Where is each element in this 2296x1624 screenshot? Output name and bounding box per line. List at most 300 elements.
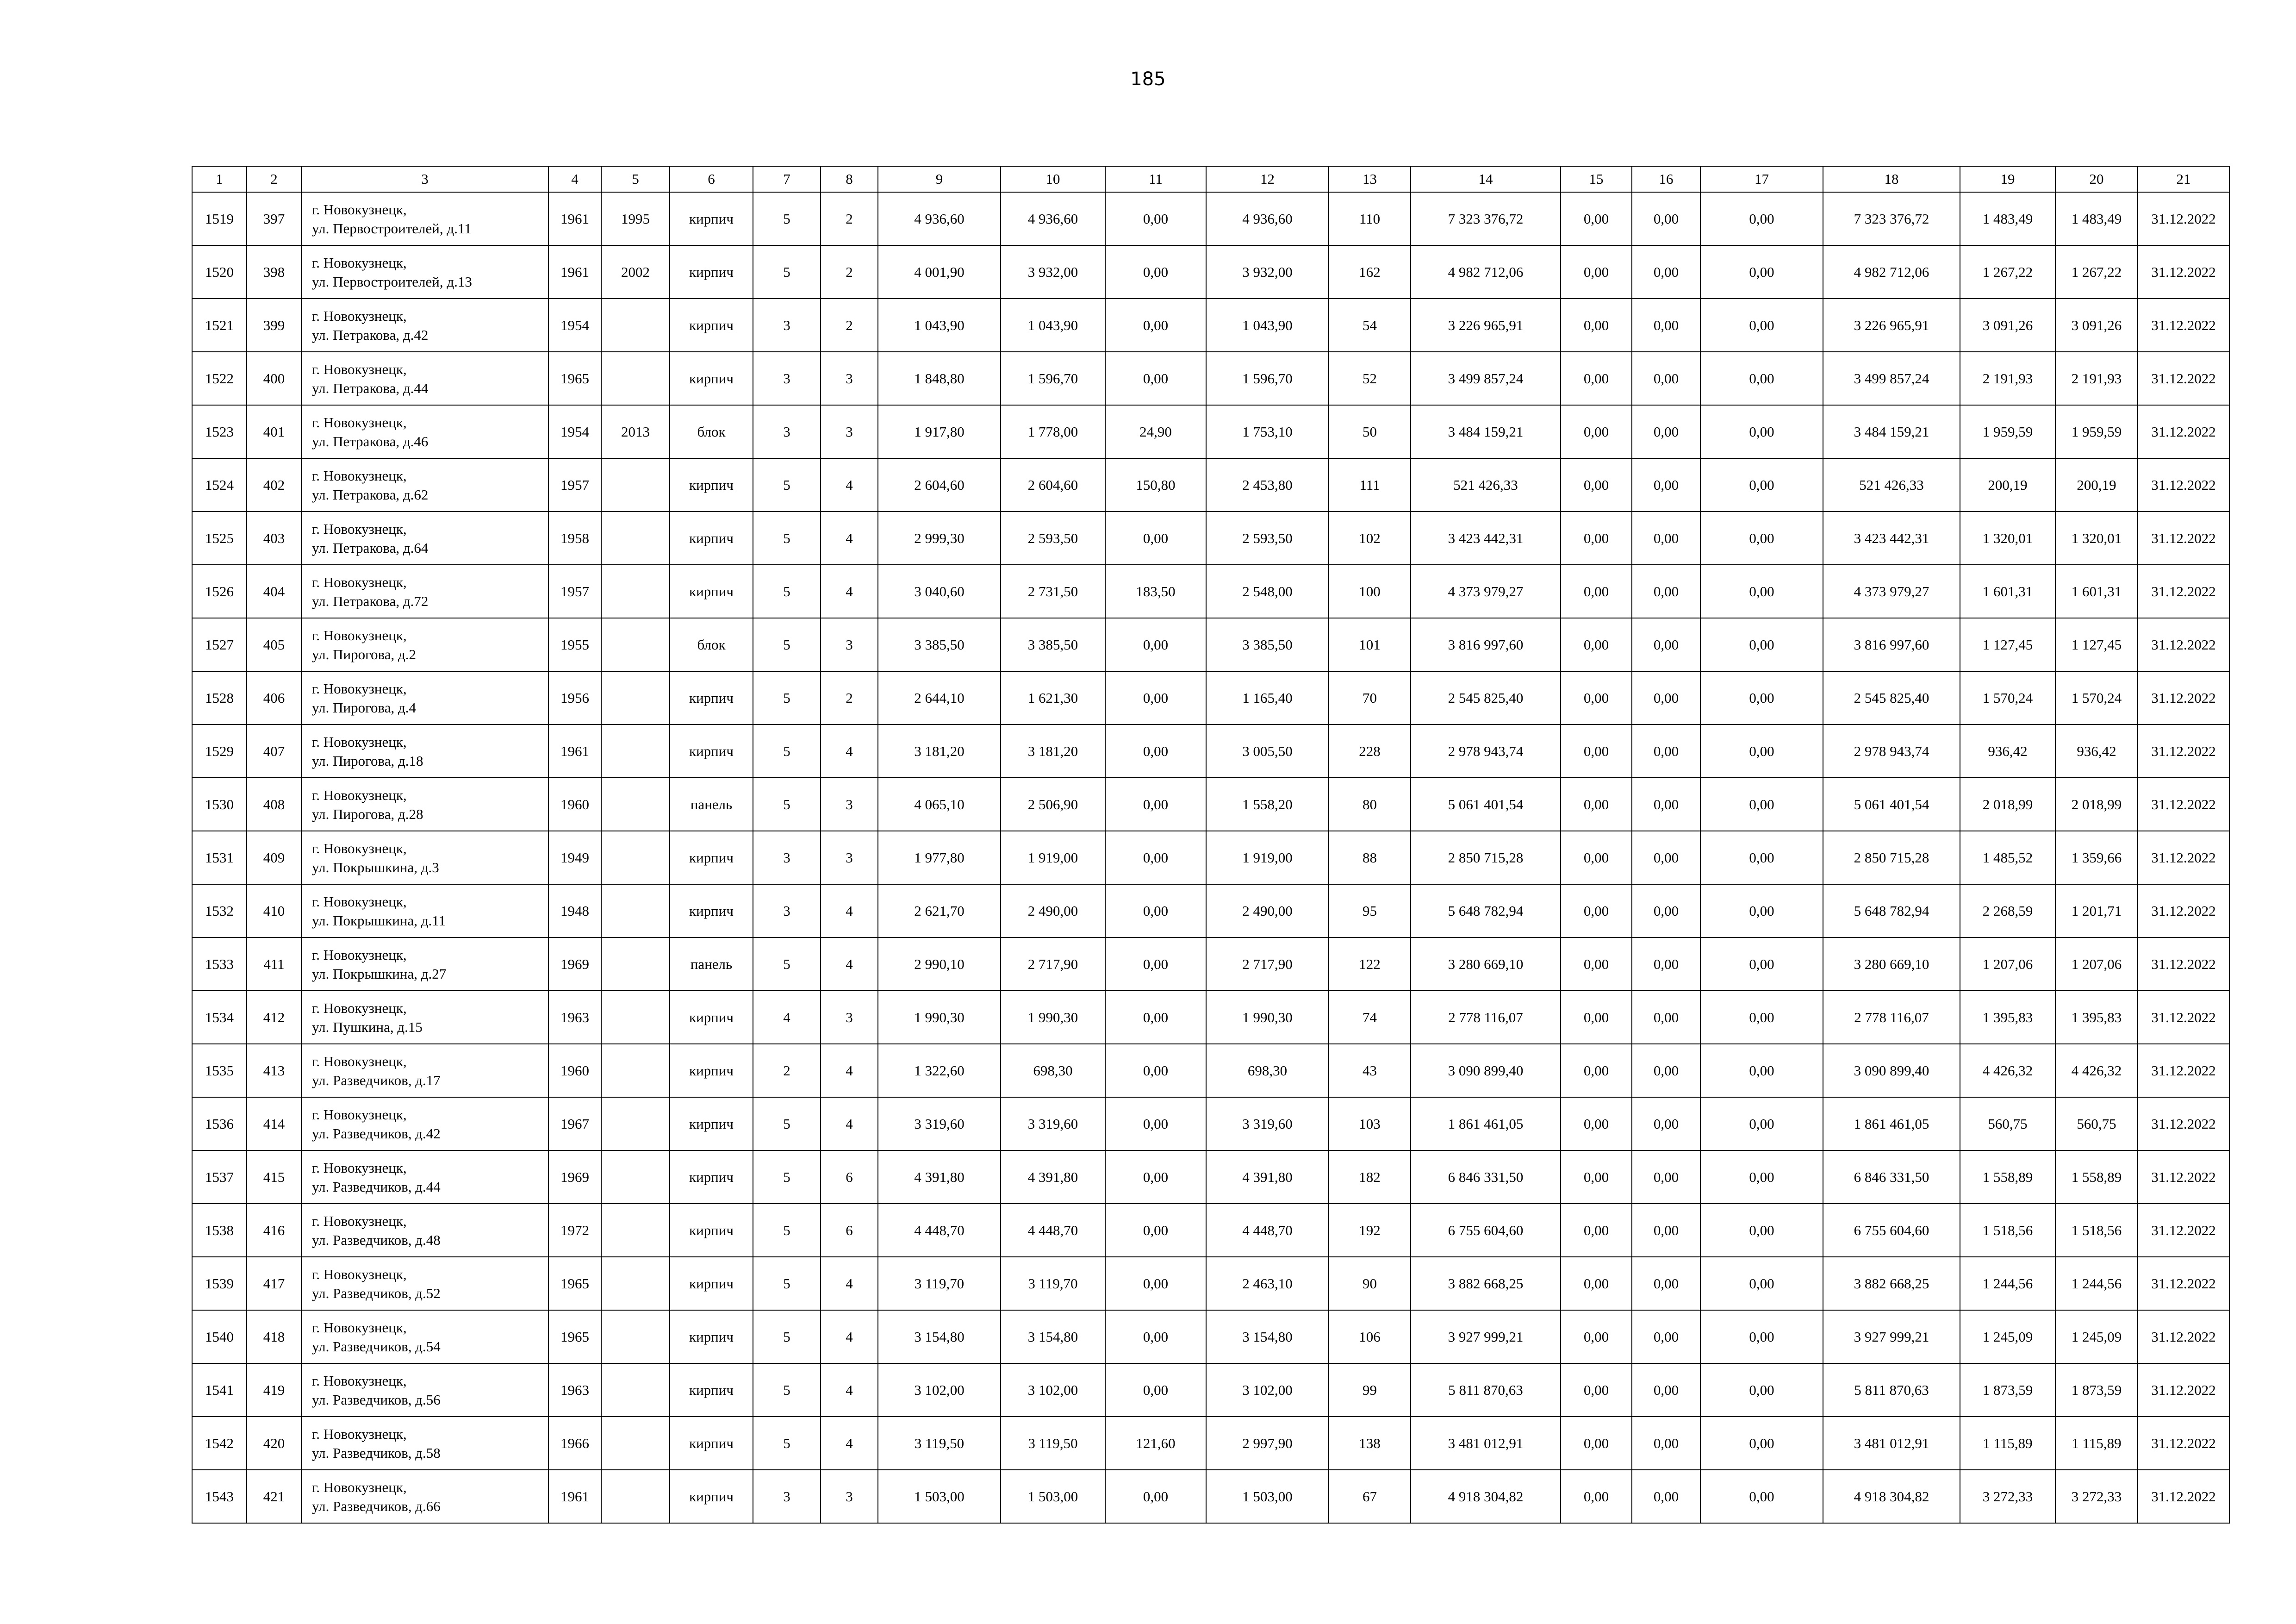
cell-col-19: 1 558,89 xyxy=(1960,1150,2055,1204)
address-cell xyxy=(301,831,548,884)
cell-col-21: 31.12.2022 xyxy=(2138,1204,2229,1257)
cell-col-5 xyxy=(601,512,670,565)
cell-col-1: 1520 xyxy=(192,245,247,299)
cell-col-20: 1 201,71 xyxy=(2055,884,2138,937)
cell-col-4: 1969 xyxy=(548,1150,601,1204)
address-street: ул. Разведчиков, д.17 xyxy=(312,1072,441,1088)
cell-col-18: 3 484 159,21 xyxy=(1823,405,1960,458)
address-cell xyxy=(301,991,548,1044)
cell-col-2: 421 xyxy=(247,1470,301,1523)
cell-col-8: 3 xyxy=(821,778,878,831)
cell-col-12: 2 717,90 xyxy=(1206,937,1329,991)
column-header-15: 15 xyxy=(1561,166,1632,192)
cell-col-10: 3 119,70 xyxy=(1001,1257,1105,1310)
cell-col-5 xyxy=(601,991,670,1044)
cell-col-18: 3 816 997,60 xyxy=(1823,618,1960,671)
cell-col-2: 409 xyxy=(247,831,301,884)
cell-col-9: 2 621,70 xyxy=(878,884,1001,937)
column-header-11: 11 xyxy=(1105,166,1206,192)
cell-col-4: 1961 xyxy=(548,192,601,245)
address-cell xyxy=(301,1097,548,1150)
cell-col-21: 31.12.2022 xyxy=(2138,937,2229,991)
cell-col-6: кирпич xyxy=(670,1363,753,1417)
cell-col-20: 1 395,83 xyxy=(2055,991,2138,1044)
cell-col-4: 1963 xyxy=(548,1363,601,1417)
cell-col-10: 1 990,30 xyxy=(1001,991,1105,1044)
cell-col-12: 3 932,00 xyxy=(1206,245,1329,299)
cell-col-18: 3 090 899,40 xyxy=(1823,1044,1960,1097)
cell-col-19: 1 518,56 xyxy=(1960,1204,2055,1257)
cell-col-21: 31.12.2022 xyxy=(2138,565,2229,618)
address-city: г. Новокузнецк, xyxy=(312,1212,407,1229)
cell-col-9: 4 936,60 xyxy=(878,192,1001,245)
cell-col-14: 3 484 159,21 xyxy=(1411,405,1561,458)
cell-col-5 xyxy=(601,299,670,352)
cell-col-11: 121,60 xyxy=(1105,1417,1206,1470)
address-street: ул. Первостроителей, д.11 xyxy=(312,220,472,237)
cell-col-17: 0,00 xyxy=(1700,1310,1823,1363)
address-cell xyxy=(301,1470,548,1523)
cell-col-5 xyxy=(601,1150,670,1204)
cell-col-17: 0,00 xyxy=(1700,1097,1823,1150)
cell-col-11: 0,00 xyxy=(1105,1470,1206,1523)
cell-col-20: 1 518,56 xyxy=(2055,1204,2138,1257)
cell-col-19: 1 601,31 xyxy=(1960,565,2055,618)
cell-col-4: 1963 xyxy=(548,991,601,1044)
cell-col-17: 0,00 xyxy=(1700,671,1823,725)
cell-col-2: 408 xyxy=(247,778,301,831)
table-row xyxy=(192,405,2229,458)
cell-col-4: 1954 xyxy=(548,405,601,458)
cell-col-14: 7 323 376,72 xyxy=(1411,192,1561,245)
address-street: ул. Разведчиков, д.58 xyxy=(312,1444,441,1461)
cell-col-7: 5 xyxy=(753,1363,821,1417)
cell-col-9: 3 385,50 xyxy=(878,618,1001,671)
cell-col-13: 52 xyxy=(1329,352,1411,405)
address-street: ул. Разведчиков, д.54 xyxy=(312,1338,441,1355)
address-city: г. Новокузнецк, xyxy=(312,361,407,377)
cell-col-5 xyxy=(601,1310,670,1363)
cell-col-6: кирпич xyxy=(670,1097,753,1150)
cell-col-6: кирпич xyxy=(670,565,753,618)
cell-col-13: 162 xyxy=(1329,245,1411,299)
cell-col-6: кирпич xyxy=(670,1310,753,1363)
cell-col-13: 88 xyxy=(1329,831,1411,884)
cell-col-14: 3 280 669,10 xyxy=(1411,937,1561,991)
cell-col-13: 95 xyxy=(1329,884,1411,937)
cell-col-20: 1 207,06 xyxy=(2055,937,2138,991)
cell-col-10: 4 391,80 xyxy=(1001,1150,1105,1204)
cell-col-19: 1 245,09 xyxy=(1960,1310,2055,1363)
cell-col-21: 31.12.2022 xyxy=(2138,884,2229,937)
cell-col-11: 0,00 xyxy=(1105,245,1206,299)
cell-col-9: 2 604,60 xyxy=(878,458,1001,512)
address-city: г. Новокузнецк, xyxy=(312,680,407,697)
cell-col-11: 150,80 xyxy=(1105,458,1206,512)
cell-col-10: 3 154,80 xyxy=(1001,1310,1105,1363)
address-city: г. Новокузнецк, xyxy=(312,999,407,1016)
cell-col-17: 0,00 xyxy=(1700,299,1823,352)
cell-col-16: 0,00 xyxy=(1632,192,1700,245)
cell-col-16: 0,00 xyxy=(1632,405,1700,458)
cell-col-20: 1 115,89 xyxy=(2055,1417,2138,1470)
cell-col-1: 1533 xyxy=(192,937,247,991)
address-city: г. Новокузнецк, xyxy=(312,733,407,750)
cell-col-13: 50 xyxy=(1329,405,1411,458)
address-street: ул. Петракова, д.44 xyxy=(312,380,429,396)
column-header-12: 12 xyxy=(1206,166,1329,192)
cell-col-2: 404 xyxy=(247,565,301,618)
cell-col-15: 0,00 xyxy=(1561,1363,1632,1417)
address-cell xyxy=(301,405,548,458)
cell-col-15: 0,00 xyxy=(1561,458,1632,512)
cell-col-6: панель xyxy=(670,778,753,831)
cell-col-1: 1543 xyxy=(192,1470,247,1523)
cell-col-8: 4 xyxy=(821,512,878,565)
cell-col-20: 1 959,59 xyxy=(2055,405,2138,458)
cell-col-11: 0,00 xyxy=(1105,512,1206,565)
table-row xyxy=(192,1044,2229,1097)
cell-col-11: 0,00 xyxy=(1105,1310,1206,1363)
column-header-5: 5 xyxy=(601,166,670,192)
cell-col-13: 138 xyxy=(1329,1417,1411,1470)
table-row xyxy=(192,1417,2229,1470)
cell-col-16: 0,00 xyxy=(1632,1363,1700,1417)
cell-col-10: 1 778,00 xyxy=(1001,405,1105,458)
address-street: ул. Покрышкина, д.27 xyxy=(312,965,447,982)
cell-col-17: 0,00 xyxy=(1700,618,1823,671)
cell-col-8: 4 xyxy=(821,725,878,778)
cell-col-9: 3 319,60 xyxy=(878,1097,1001,1150)
address-street: ул. Петракова, д.62 xyxy=(312,486,429,503)
cell-col-20: 3 091,26 xyxy=(2055,299,2138,352)
cell-col-19: 1 127,45 xyxy=(1960,618,2055,671)
cell-col-14: 2 850 715,28 xyxy=(1411,831,1561,884)
cell-col-14: 3 226 965,91 xyxy=(1411,299,1561,352)
address-street: ул. Пирогова, д.2 xyxy=(312,646,417,662)
address-cell xyxy=(301,1310,548,1363)
cell-col-17: 0,00 xyxy=(1700,352,1823,405)
column-header-19: 19 xyxy=(1960,166,2055,192)
cell-col-13: 192 xyxy=(1329,1204,1411,1257)
cell-col-1: 1526 xyxy=(192,565,247,618)
cell-col-12: 1 165,40 xyxy=(1206,671,1329,725)
address-city: г. Новокузнецк, xyxy=(312,1372,407,1389)
address-cell xyxy=(301,618,548,671)
cell-col-1: 1530 xyxy=(192,778,247,831)
cell-col-17: 0,00 xyxy=(1700,937,1823,991)
address-city: г. Новокузнецк, xyxy=(312,893,407,910)
cell-col-15: 0,00 xyxy=(1561,512,1632,565)
cell-col-11: 0,00 xyxy=(1105,725,1206,778)
housing-registry-table xyxy=(192,166,2230,1524)
cell-col-11: 0,00 xyxy=(1105,1044,1206,1097)
cell-col-8: 6 xyxy=(821,1150,878,1204)
cell-col-7: 5 xyxy=(753,512,821,565)
cell-col-14: 521 426,33 xyxy=(1411,458,1561,512)
cell-col-10: 1 503,00 xyxy=(1001,1470,1105,1523)
cell-col-9: 3 154,80 xyxy=(878,1310,1001,1363)
cell-col-7: 5 xyxy=(753,725,821,778)
column-header-14: 14 xyxy=(1411,166,1561,192)
cell-col-15: 0,00 xyxy=(1561,565,1632,618)
cell-col-18: 521 426,33 xyxy=(1823,458,1960,512)
cell-col-14: 3 927 999,21 xyxy=(1411,1310,1561,1363)
table-row xyxy=(192,1310,2229,1363)
cell-col-12: 3 385,50 xyxy=(1206,618,1329,671)
cell-col-20: 1 873,59 xyxy=(2055,1363,2138,1417)
cell-col-17: 0,00 xyxy=(1700,1257,1823,1310)
cell-col-10: 3 102,00 xyxy=(1001,1363,1105,1417)
cell-col-8: 2 xyxy=(821,299,878,352)
cell-col-8: 6 xyxy=(821,1204,878,1257)
cell-col-21: 31.12.2022 xyxy=(2138,512,2229,565)
address-city: г. Новокузнецк, xyxy=(312,840,407,856)
cell-col-9: 1 043,90 xyxy=(878,299,1001,352)
cell-col-1: 1538 xyxy=(192,1204,247,1257)
cell-col-6: кирпич xyxy=(670,1417,753,1470)
address-city: г. Новокузнецк, xyxy=(312,254,407,271)
cell-col-7: 3 xyxy=(753,299,821,352)
cell-col-10: 3 119,50 xyxy=(1001,1417,1105,1470)
cell-col-9: 1 322,60 xyxy=(878,1044,1001,1097)
cell-col-11: 0,00 xyxy=(1105,1363,1206,1417)
cell-col-18: 7 323 376,72 xyxy=(1823,192,1960,245)
cell-col-13: 228 xyxy=(1329,725,1411,778)
cell-col-17: 0,00 xyxy=(1700,458,1823,512)
cell-col-8: 4 xyxy=(821,1417,878,1470)
cell-col-1: 1537 xyxy=(192,1150,247,1204)
cell-col-10: 1 596,70 xyxy=(1001,352,1105,405)
cell-col-6: кирпич xyxy=(670,1257,753,1310)
address-cell xyxy=(301,1257,548,1310)
cell-col-10: 2 506,90 xyxy=(1001,778,1105,831)
cell-col-21: 31.12.2022 xyxy=(2138,1417,2229,1470)
cell-col-6: кирпич xyxy=(670,352,753,405)
table-row xyxy=(192,1204,2229,1257)
address-cell xyxy=(301,778,548,831)
cell-col-4: 1961 xyxy=(548,245,601,299)
cell-col-21: 31.12.2022 xyxy=(2138,1310,2229,1363)
cell-col-17: 0,00 xyxy=(1700,991,1823,1044)
table-row xyxy=(192,245,2229,299)
cell-col-2: 401 xyxy=(247,405,301,458)
cell-col-19: 1 207,06 xyxy=(1960,937,2055,991)
cell-col-20: 1 359,66 xyxy=(2055,831,2138,884)
cell-col-12: 4 448,70 xyxy=(1206,1204,1329,1257)
cell-col-19: 1 267,22 xyxy=(1960,245,2055,299)
cell-col-19: 1 485,52 xyxy=(1960,831,2055,884)
address-cell xyxy=(301,1363,548,1417)
cell-col-15: 0,00 xyxy=(1561,1044,1632,1097)
address-city: г. Новокузнецк, xyxy=(312,787,407,803)
table-row xyxy=(192,565,2229,618)
address-city: г. Новокузнецк, xyxy=(312,307,407,324)
cell-col-9: 1 977,80 xyxy=(878,831,1001,884)
cell-col-1: 1529 xyxy=(192,725,247,778)
cell-col-18: 4 982 712,06 xyxy=(1823,245,1960,299)
cell-col-7: 5 xyxy=(753,937,821,991)
cell-col-15: 0,00 xyxy=(1561,1150,1632,1204)
cell-col-1: 1522 xyxy=(192,352,247,405)
column-header-21: 21 xyxy=(2138,166,2229,192)
cell-col-10: 1 043,90 xyxy=(1001,299,1105,352)
cell-col-21: 31.12.2022 xyxy=(2138,725,2229,778)
cell-col-16: 0,00 xyxy=(1632,937,1700,991)
cell-col-21: 31.12.2022 xyxy=(2138,299,2229,352)
cell-col-18: 3 499 857,24 xyxy=(1823,352,1960,405)
cell-col-4: 1965 xyxy=(548,1310,601,1363)
cell-col-16: 0,00 xyxy=(1632,299,1700,352)
cell-col-19: 1 244,56 xyxy=(1960,1257,2055,1310)
address-street: ул. Первостроителей, д.13 xyxy=(312,273,472,290)
cell-col-20: 200,19 xyxy=(2055,458,2138,512)
address-street: ул. Покрышкина, д.11 xyxy=(312,912,446,929)
cell-col-1: 1541 xyxy=(192,1363,247,1417)
cell-col-12: 2 463,10 xyxy=(1206,1257,1329,1310)
table-row xyxy=(192,618,2229,671)
cell-col-6: блок xyxy=(670,405,753,458)
header-row xyxy=(192,166,2229,192)
column-header-13: 13 xyxy=(1329,166,1411,192)
cell-col-10: 3 932,00 xyxy=(1001,245,1105,299)
cell-col-8: 4 xyxy=(821,1363,878,1417)
address-street: ул. Разведчиков, д.44 xyxy=(312,1178,441,1195)
cell-col-2: 412 xyxy=(247,991,301,1044)
cell-col-12: 1 503,00 xyxy=(1206,1470,1329,1523)
cell-col-13: 111 xyxy=(1329,458,1411,512)
cell-col-17: 0,00 xyxy=(1700,512,1823,565)
cell-col-4: 1958 xyxy=(548,512,601,565)
cell-col-5 xyxy=(601,1044,670,1097)
cell-col-8: 3 xyxy=(821,1470,878,1523)
cell-col-9: 1 848,80 xyxy=(878,352,1001,405)
cell-col-8: 4 xyxy=(821,1257,878,1310)
cell-col-1: 1534 xyxy=(192,991,247,1044)
cell-col-10: 4 448,70 xyxy=(1001,1204,1105,1257)
cell-col-12: 1 596,70 xyxy=(1206,352,1329,405)
cell-col-10: 3 181,20 xyxy=(1001,725,1105,778)
cell-col-7: 5 xyxy=(753,671,821,725)
cell-col-15: 0,00 xyxy=(1561,299,1632,352)
address-city: г. Новокузнецк, xyxy=(312,1479,407,1495)
cell-col-8: 2 xyxy=(821,245,878,299)
cell-col-17: 0,00 xyxy=(1700,405,1823,458)
cell-col-4: 1967 xyxy=(548,1097,601,1150)
cell-col-18: 2 850 715,28 xyxy=(1823,831,1960,884)
cell-col-17: 0,00 xyxy=(1700,1150,1823,1204)
cell-col-7: 5 xyxy=(753,1097,821,1150)
cell-col-19: 1 320,01 xyxy=(1960,512,2055,565)
cell-col-13: 74 xyxy=(1329,991,1411,1044)
cell-col-9: 3 102,00 xyxy=(878,1363,1001,1417)
cell-col-2: 403 xyxy=(247,512,301,565)
cell-col-20: 2 191,93 xyxy=(2055,352,2138,405)
cell-col-21: 31.12.2022 xyxy=(2138,1097,2229,1150)
address-cell xyxy=(301,671,548,725)
cell-col-13: 54 xyxy=(1329,299,1411,352)
cell-col-11: 24,90 xyxy=(1105,405,1206,458)
cell-col-14: 5 061 401,54 xyxy=(1411,778,1561,831)
cell-col-18: 4 918 304,82 xyxy=(1823,1470,1960,1523)
cell-col-15: 0,00 xyxy=(1561,1470,1632,1523)
table-row xyxy=(192,512,2229,565)
cell-col-11: 0,00 xyxy=(1105,192,1206,245)
cell-col-15: 0,00 xyxy=(1561,192,1632,245)
cell-col-13: 110 xyxy=(1329,192,1411,245)
address-cell xyxy=(301,884,548,937)
cell-col-16: 0,00 xyxy=(1632,1310,1700,1363)
cell-col-5 xyxy=(601,352,670,405)
cell-col-18: 2 978 943,74 xyxy=(1823,725,1960,778)
cell-col-13: 100 xyxy=(1329,565,1411,618)
cell-col-5 xyxy=(601,1257,670,1310)
cell-col-2: 407 xyxy=(247,725,301,778)
cell-col-9: 3 040,60 xyxy=(878,565,1001,618)
cell-col-17: 0,00 xyxy=(1700,1470,1823,1523)
address-city: г. Новокузнецк, xyxy=(312,1319,407,1336)
cell-col-15: 0,00 xyxy=(1561,245,1632,299)
cell-col-20: 2 018,99 xyxy=(2055,778,2138,831)
cell-col-8: 4 xyxy=(821,884,878,937)
cell-col-14: 6 755 604,60 xyxy=(1411,1204,1561,1257)
cell-col-5 xyxy=(601,618,670,671)
cell-col-8: 3 xyxy=(821,352,878,405)
cell-col-9: 3 181,20 xyxy=(878,725,1001,778)
cell-col-13: 80 xyxy=(1329,778,1411,831)
cell-col-17: 0,00 xyxy=(1700,1204,1823,1257)
cell-col-7: 5 xyxy=(753,1150,821,1204)
cell-col-21: 31.12.2022 xyxy=(2138,1470,2229,1523)
cell-col-2: 410 xyxy=(247,884,301,937)
cell-col-12: 2 593,50 xyxy=(1206,512,1329,565)
cell-col-13: 43 xyxy=(1329,1044,1411,1097)
column-header-7: 7 xyxy=(753,166,821,192)
table-row xyxy=(192,352,2229,405)
cell-col-20: 1 558,89 xyxy=(2055,1150,2138,1204)
cell-col-8: 4 xyxy=(821,458,878,512)
cell-col-8: 2 xyxy=(821,671,878,725)
cell-col-11: 0,00 xyxy=(1105,352,1206,405)
cell-col-14: 1 861 461,05 xyxy=(1411,1097,1561,1150)
cell-col-18: 6 846 331,50 xyxy=(1823,1150,1960,1204)
address-street: ул. Петракова, д.42 xyxy=(312,326,429,343)
cell-col-10: 2 604,60 xyxy=(1001,458,1105,512)
cell-col-14: 4 982 712,06 xyxy=(1411,245,1561,299)
cell-col-11: 0,00 xyxy=(1105,299,1206,352)
cell-col-17: 0,00 xyxy=(1700,192,1823,245)
cell-col-19: 2 191,93 xyxy=(1960,352,2055,405)
cell-col-16: 0,00 xyxy=(1632,512,1700,565)
cell-col-15: 0,00 xyxy=(1561,831,1632,884)
cell-col-17: 0,00 xyxy=(1700,884,1823,937)
cell-col-2: 400 xyxy=(247,352,301,405)
cell-col-21: 31.12.2022 xyxy=(2138,1363,2229,1417)
cell-col-13: 122 xyxy=(1329,937,1411,991)
address-street: ул. Разведчиков, д.48 xyxy=(312,1231,441,1248)
cell-col-7: 3 xyxy=(753,1470,821,1523)
cell-col-16: 0,00 xyxy=(1632,1204,1700,1257)
table-row xyxy=(192,1257,2229,1310)
cell-col-19: 1 959,59 xyxy=(1960,405,2055,458)
cell-col-4: 1949 xyxy=(548,831,601,884)
cell-col-5: 1995 xyxy=(601,192,670,245)
cell-col-19: 1 873,59 xyxy=(1960,1363,2055,1417)
cell-col-6: кирпич xyxy=(670,458,753,512)
cell-col-12: 2 997,90 xyxy=(1206,1417,1329,1470)
address-city: г. Новокузнецк, xyxy=(312,1425,407,1442)
cell-col-15: 0,00 xyxy=(1561,352,1632,405)
